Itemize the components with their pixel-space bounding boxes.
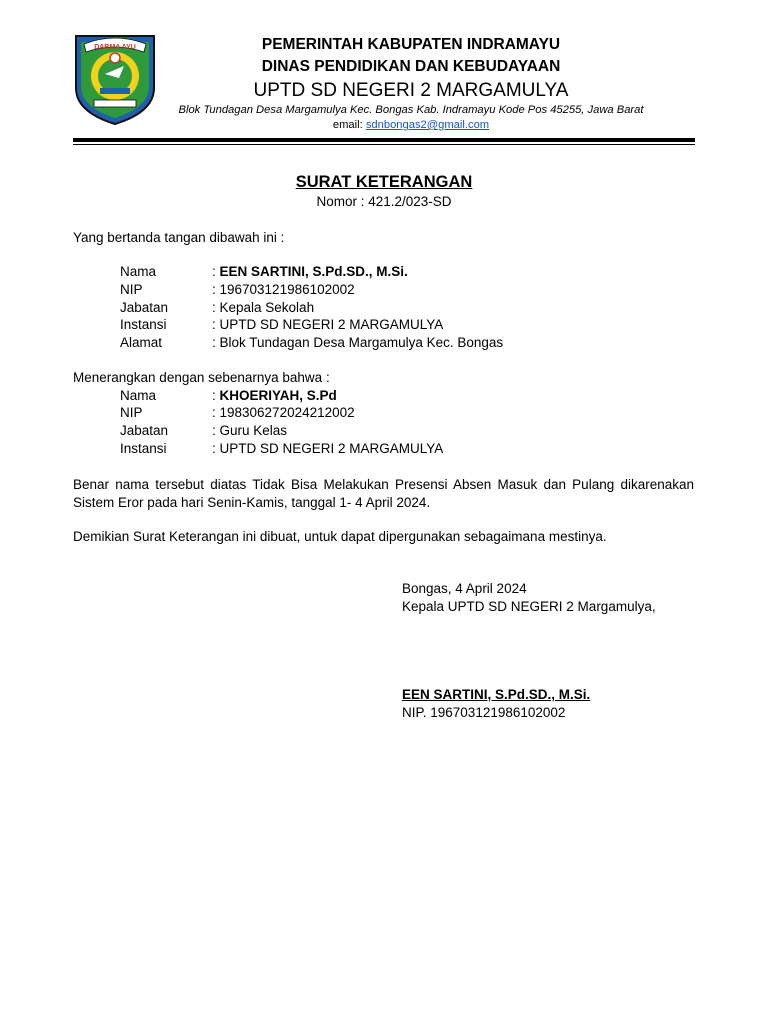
header-government: PEMERINTAH KABUPATEN INDRAMAYU xyxy=(261,36,561,53)
header-address: Blok Tundagan Desa Margamulya Kec. Bongas Kab. Indramayu Kode Pos 45255, Jawa Barat xyxy=(178,104,644,116)
signer-name: : EEN SARTINI, S.Pd.SD., M.Si. xyxy=(212,264,408,279)
signature-place-date: Bongas, 4 April 2024 xyxy=(402,581,527,596)
subject-name-label: Nama xyxy=(120,388,157,403)
signer-institution: : UPTD SD NEGERI 2 MARGAMULYA xyxy=(212,317,444,332)
header-email-line xyxy=(160,119,662,131)
signer-institution-label: Instansi xyxy=(120,317,167,332)
signer-nip: : 196703121986102002 xyxy=(212,282,355,297)
subject-nip-label: NIP xyxy=(120,405,143,420)
email-label: email: xyxy=(332,119,363,131)
subject-name: : KHOERIYAH, S.Pd xyxy=(212,388,337,403)
subject-institution-label: Instansi xyxy=(120,441,167,456)
subject-nip: : 198306272024212002 xyxy=(212,405,355,420)
signature-role: Kepala UPTD SD NEGERI 2 Margamulya, xyxy=(402,599,656,614)
letter-number: Nomor : 421.2/023-SD xyxy=(316,194,452,209)
statement-intro: Menerangkan dengan sebenarnya bahwa : xyxy=(73,370,330,385)
intro-text: Yang bertanda tangan dibawah ini : xyxy=(73,230,285,245)
kabupaten-emblem-icon xyxy=(72,30,158,126)
signer-position: : Kepala Sekolah xyxy=(212,300,315,315)
subject-institution: : UPTD SD NEGERI 2 MARGAMULYA xyxy=(212,441,444,456)
signer-address-label: Alamat xyxy=(120,335,163,350)
signer-address: : Blok Tundagan Desa Margamulya Kec. Bongas xyxy=(212,335,504,350)
body-paragraph: Benar nama tersebut diatas Tidak Bisa Melakukan Presensi Absen Masuk dan Pulang dikarenakan Sistem Eror pada hari Senin-Kamis, tanggal 1- 4 April 2024. xyxy=(73,477,694,510)
header-divider-thin xyxy=(73,144,695,145)
header-divider-thick xyxy=(73,138,695,142)
svg-text:DARMA AYU: DARMA AYU xyxy=(94,44,136,51)
signer-name-label: Nama xyxy=(120,264,157,279)
header-school-name: UPTD SD NEGERI 2 MARGAMULYA xyxy=(253,80,569,101)
signer-position-label: Jabatan xyxy=(120,300,169,315)
closing-paragraph: Demikian Surat Keterangan ini dibuat, untuk dapat dipergunakan sebagaimana mestinya. xyxy=(73,529,607,544)
subject-position-label: Jabatan xyxy=(120,423,169,438)
letter-title: SURAT KETERANGAN xyxy=(295,173,473,191)
signer-nip-label: NIP xyxy=(120,282,143,297)
email-link[interactable]: sdnbongas2@gmail.com xyxy=(365,119,490,131)
signature-name: EEN SARTINI, S.Pd.SD., M.Si. xyxy=(402,687,591,702)
subject-position: : Guru Kelas xyxy=(212,423,288,438)
header-department: DINAS PENDIDIKAN DAN KEBUDAYAAN xyxy=(261,58,561,75)
signature-nip: NIP. 196703121986102002 xyxy=(402,705,566,720)
